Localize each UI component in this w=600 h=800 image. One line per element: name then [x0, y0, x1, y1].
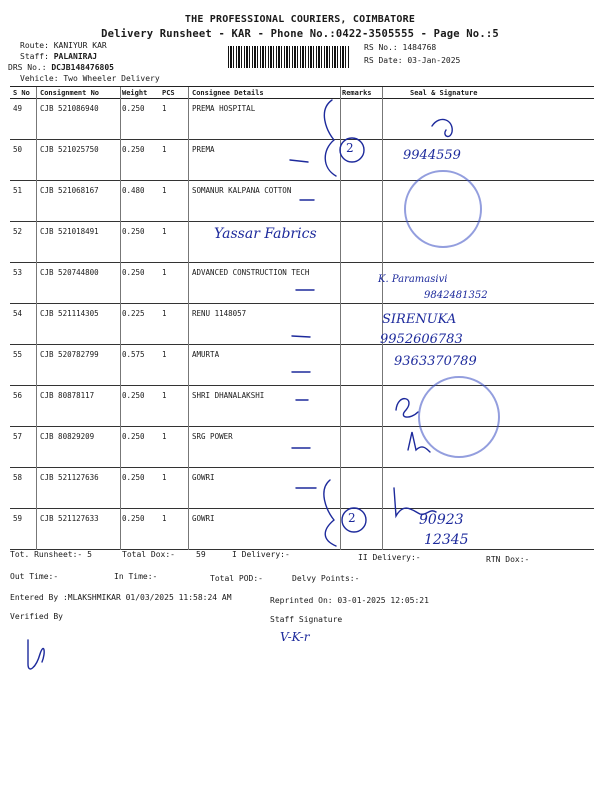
ii-delivery: II Delivery:- [358, 553, 421, 562]
bracket-bottom [324, 480, 336, 546]
row-sno: 52 [13, 227, 23, 236]
runsheet-subtitle: Delivery Runsheet - KAR - Phone No.:0422-3505555 - Page No.:5 [101, 28, 499, 40]
row-consignee: SRG POWER [192, 432, 233, 441]
row-consignee: SOMANUR KALPANA COTTON [192, 186, 292, 195]
delvy-points: Delvy Points:- [292, 574, 360, 583]
row-sno: 57 [13, 432, 23, 441]
phone-row-59-a: 90923 [419, 512, 464, 528]
tot-runsheet: Tot. Runsheet:- 5 [10, 550, 92, 559]
row-sno: 54 [13, 309, 23, 318]
total-pod: Total POD:- [210, 574, 263, 583]
out-time: Out Time:- [10, 572, 59, 581]
yassar-fabrics: Yassar Fabrics [214, 226, 317, 242]
row-pcs: 1 [162, 432, 167, 441]
company-title: THE PROFESSIONAL COURIERS, COIMBATORE [184, 14, 416, 25]
col-remarks: Remarks [342, 89, 372, 97]
total-dox-label: Total Dox:- [122, 550, 175, 559]
company-stamp-51 [404, 170, 482, 248]
col-weight: Weight [122, 89, 148, 97]
row-weight: 0.250 [122, 391, 145, 400]
row-consignment: CJB 80829209 [40, 432, 95, 441]
row-sno: 55 [13, 350, 23, 359]
rs-number: RS No.: 1484768 [364, 43, 437, 52]
row-consignee: GOWRI [192, 473, 215, 482]
row-consignment: CJB 80878117 [40, 391, 95, 400]
tick-marks [290, 160, 316, 488]
phone-row-55: 9363370789 [394, 354, 477, 369]
count-top: 2 [346, 141, 354, 155]
signature-56 [396, 399, 418, 417]
row-consignment: CJB 521127636 [40, 473, 99, 482]
row-sno: 49 [13, 104, 23, 113]
signature-49 [432, 119, 452, 136]
col-consignee: Consignee Details [192, 89, 264, 97]
row-consignee: AMURTA [192, 350, 220, 359]
staff-value: PALANIRAJ [53, 52, 98, 61]
row-sno: 53 [13, 268, 23, 277]
row-pcs: 1 [162, 227, 167, 236]
name-row-54: SIRENUKA [382, 312, 457, 327]
row-weight: 0.250 [122, 145, 145, 154]
vehicle-text: Vehicle: Two Wheeler Delivery [20, 74, 160, 83]
phone-row-50: 9944559 [403, 148, 461, 163]
verified-by: Verified By [10, 612, 63, 621]
rtn-dox: RTN Dox:- [486, 555, 530, 564]
row-weight: 0.480 [122, 186, 145, 195]
row-consignee: RENU 1148057 [192, 309, 247, 318]
in-time: In Time:- [114, 572, 158, 581]
row-sno: 56 [13, 391, 23, 400]
row-weight: 0.575 [122, 350, 145, 359]
row-consignment: CJB 521018491 [40, 227, 99, 236]
count-bottom: 2 [348, 511, 356, 525]
bracket-top [324, 100, 336, 176]
row-pcs: 1 [162, 268, 167, 277]
row-weight: 0.250 [122, 473, 145, 482]
row-sno: 58 [13, 473, 23, 482]
row-pcs: 1 [162, 186, 167, 195]
route-text: Route: KANIYUR KAR [20, 41, 107, 50]
rs-date: RS Date: 03-Jan-2025 [364, 56, 461, 65]
staff-signature-label: Staff Signature [270, 615, 343, 624]
row-pcs: 1 [162, 145, 167, 154]
col-seal: Seal & Signature [410, 89, 478, 97]
reprinted-on: Reprinted On: 03-01-2025 12:05:21 [270, 596, 429, 605]
row-pcs: 1 [162, 514, 167, 523]
row-pcs: 1 [162, 473, 167, 482]
row-pcs: 1 [162, 309, 167, 318]
row-consignee: ADVANCED CONSTRUCTION TECH [192, 268, 310, 277]
row-weight: 0.225 [122, 309, 145, 318]
verifier-signature [28, 640, 44, 669]
row-weight: 0.250 [122, 227, 145, 236]
row-weight: 0.250 [122, 268, 145, 277]
row-consignee: PREMA [192, 145, 215, 154]
row-pcs: 1 [162, 104, 167, 113]
col-sno: S No [13, 89, 30, 97]
row-pcs: 1 [162, 391, 167, 400]
row-consignee: PREMA HOSPITAL [192, 104, 256, 113]
drs-label: DRS No.: [8, 63, 47, 72]
row-consignment: CJB 521127633 [40, 514, 99, 523]
row-consignment: CJB 521025750 [40, 145, 99, 154]
row-consignment: CJB 520782799 [40, 350, 99, 359]
row-consignment: CJB 520744800 [40, 268, 99, 277]
col-consignment: Consignment No [40, 89, 100, 97]
row-weight: 0.250 [122, 104, 145, 113]
row-sno: 50 [13, 145, 23, 154]
total-dox-value: 59 [196, 550, 206, 559]
staff-label: Staff: [20, 52, 49, 61]
row-consignment: CJB 521114305 [40, 309, 99, 318]
row-consignment: CJB 521068167 [40, 186, 99, 195]
i-delivery: I Delivery:- [232, 550, 290, 559]
drs-value: DCJB148476805 [51, 63, 114, 72]
row-consignee: SHRI DHANALAKSHI [192, 391, 265, 400]
entered-by: Entered By :MLAKSHMIKAR 01/03/2025 11:58:24 AM [10, 593, 232, 602]
company-stamp-56 [418, 376, 500, 458]
row-pcs: 1 [162, 350, 167, 359]
phone-row-54: 9952606783 [380, 332, 463, 347]
staff-signature-mark: V-K-r [280, 630, 310, 644]
row-consignee: GOWRI [192, 514, 215, 523]
col-pcs: PCS [162, 89, 175, 97]
row-sno: 59 [13, 514, 23, 523]
name-row-53: K. Paramasivi [378, 274, 448, 285]
phone-row-59-b: 12345 [424, 532, 469, 548]
row-consignment: CJB 521086940 [40, 104, 99, 113]
phone-row-53: 9842481352 [424, 290, 488, 301]
row-sno: 51 [13, 186, 23, 195]
row-weight: 0.250 [122, 432, 145, 441]
row-weight: 0.250 [122, 514, 145, 523]
